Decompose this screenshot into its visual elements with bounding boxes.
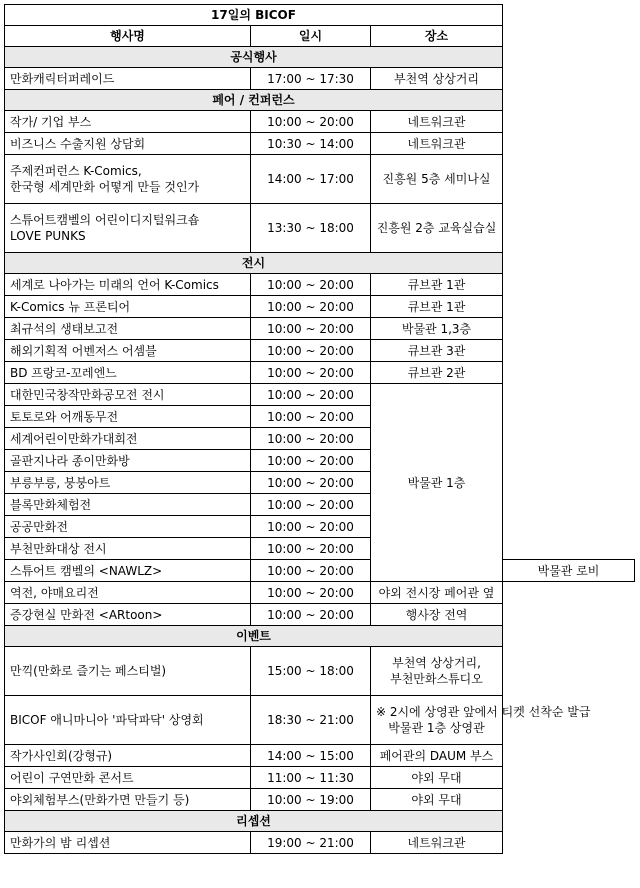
section-title: 리셉션 (5, 811, 503, 832)
event-time-cell: 10:00 ~ 20:00 (251, 516, 371, 538)
event-name-cell (5, 274, 251, 296)
event-name-cell (5, 472, 251, 494)
table-title-row (5, 5, 635, 26)
event-name-cell (5, 406, 251, 428)
event-time-cell: 18:30 ~ 21:00 (251, 696, 371, 745)
event-time-cell: 10:00 ~ 20:00 (251, 384, 371, 406)
cell-line: 박물관 로비 (537, 563, 600, 578)
table-row (5, 384, 635, 406)
table-row (5, 745, 635, 767)
event-name-cell (5, 516, 251, 538)
cell-line: 큐브관 1관 (407, 277, 466, 292)
event-time-cell: 10:00 ~ 20:00 (251, 340, 371, 362)
header-row (5, 26, 635, 47)
cell-line: BICOF 애니마니아 '파닥파닥' 상영회 (10, 713, 204, 727)
section-header-row (5, 90, 635, 111)
event-place-cell (371, 204, 503, 253)
event-place-cell (371, 111, 503, 133)
cell-line: 진흥원 5층 세미나실 (382, 172, 491, 186)
event-name-cell (5, 450, 251, 472)
table-row (5, 155, 635, 204)
event-name-cell (5, 647, 251, 696)
event-time-cell: 15:00 ~ 18:00 (251, 647, 371, 696)
event-name-cell (5, 296, 251, 318)
table-row (5, 604, 635, 626)
section-title: 공식행사 (5, 47, 503, 68)
section-title: 페어 / 컨퍼런스 (5, 90, 503, 111)
event-place-cell (371, 133, 503, 155)
cell-line: 야외 무대 (411, 770, 462, 785)
table-row (5, 472, 635, 494)
event-time-cell: 10:30 ~ 14:00 (251, 133, 371, 155)
cell-line: 네트워크관 (407, 136, 466, 151)
schedule-table (4, 4, 635, 854)
event-place-cell (371, 582, 503, 604)
event-time-cell: 10:00 ~ 20:00 (251, 560, 371, 582)
event-time-cell: 13:30 ~ 18:00 (251, 204, 371, 253)
section-header-row (5, 626, 635, 647)
cell-line: 네트워크관 (407, 114, 466, 129)
event-name-cell (5, 494, 251, 516)
event-time-cell: 10:00 ~ 19:00 (251, 789, 371, 811)
event-place-cell (503, 560, 635, 582)
event-time-cell: 10:00 ~ 20:00 (251, 428, 371, 450)
event-name-cell (5, 560, 251, 582)
table-row (5, 560, 635, 582)
cell-line: 비즈니스 수출지원 상담회 (10, 136, 146, 151)
cell-line: 박물관 1층 (407, 475, 466, 490)
table-row (5, 494, 635, 516)
event-time-cell: 10:00 ~ 20:00 (251, 604, 371, 626)
cell-line: 부천역 상상거리 (394, 71, 479, 86)
event-name-cell (5, 340, 251, 362)
cell-line: 토토로와 어깨동무전 (10, 409, 119, 424)
event-time-cell: 19:00 ~ 21:00 (251, 832, 371, 854)
cell-line: 스튜어트 캠벨의 <NAWLZ> (10, 563, 163, 578)
event-name-cell (5, 538, 251, 560)
cell-line: BD 프랑코-꼬레엔느 (10, 365, 117, 380)
cell-line: 큐브관 2관 (407, 365, 466, 380)
event-name-cell (5, 789, 251, 811)
section-header-row (5, 253, 635, 274)
event-name-cell (5, 745, 251, 767)
event-time-cell: 10:00 ~ 20:00 (251, 318, 371, 340)
table-row (5, 204, 635, 253)
event-time-cell: 10:00 ~ 20:00 (251, 362, 371, 384)
event-time-cell: 10:00 ~ 20:00 (251, 472, 371, 494)
table-row (5, 789, 635, 811)
cell-line: 행사장 전역 (405, 607, 468, 622)
cell-line: 야외 무대 (411, 792, 462, 807)
cell-line: K-Comics 뉴 프론티어 (10, 299, 131, 314)
cell-line: 박물관 1층 상영관 (388, 721, 485, 735)
cell-line: 세계어린이만화가대회전 (10, 431, 138, 446)
event-time-cell: 10:00 ~ 20:00 (251, 274, 371, 296)
table-row (5, 296, 635, 318)
table-row (5, 111, 635, 133)
event-name-cell (5, 696, 251, 745)
event-place-cell (371, 155, 503, 204)
cell-line: 만화가의 밤 리셉션 (10, 835, 111, 850)
cell-line: 부천만화대상 전시 (10, 541, 107, 556)
cell-line: 스튜어트캠벨의 어린이디지털워크숍 (10, 213, 200, 227)
cell-line: 부천만화스튜디오 (390, 672, 483, 686)
cell-line: 페어관의 DAUM 부스 (379, 748, 494, 763)
cell-line: 야외체험부스(만화가면 만들기 등) (10, 792, 190, 807)
table-row (5, 516, 635, 538)
table-row (5, 428, 635, 450)
event-time-cell: 10:00 ~ 20:00 (251, 296, 371, 318)
cell-line: 블록만화체험전 (10, 497, 92, 512)
event-place-cell (371, 296, 503, 318)
cell-line: 네트워크관 (407, 835, 466, 850)
event-place-cell (371, 318, 503, 340)
header-event: 행사명 (5, 26, 251, 47)
event-place-cell (371, 604, 503, 626)
event-time-cell: 10:00 ~ 20:00 (251, 111, 371, 133)
event-place-cell (371, 767, 503, 789)
section-title: 이벤트 (5, 626, 503, 647)
event-name-cell (5, 155, 251, 204)
event-time-cell: 10:00 ~ 20:00 (251, 582, 371, 604)
table-row (5, 406, 635, 428)
cell-line: 주제컨퍼런스 K-Comics, (10, 164, 142, 178)
table-row (5, 318, 635, 340)
cell-line: 해외기획적 어벤저스 어셈블 (10, 343, 157, 358)
event-name-cell (5, 582, 251, 604)
event-time-cell: 10:00 ~ 20:00 (251, 450, 371, 472)
event-name-cell (5, 133, 251, 155)
table-row (5, 274, 635, 296)
cell-line: 부천역 상상거리, (392, 656, 481, 670)
event-name-cell (5, 204, 251, 253)
event-place-cell (371, 274, 503, 296)
event-time-cell: 10:00 ~ 20:00 (251, 538, 371, 560)
event-time-cell: 14:00 ~ 17:00 (251, 155, 371, 204)
event-time-cell: 10:00 ~ 20:00 (251, 494, 371, 516)
event-name-cell (5, 68, 251, 90)
cell-line: LOVE PUNKS (10, 229, 86, 243)
event-place-cell (371, 340, 503, 362)
cell-line: 부릉부릉, 붕붕아트 (10, 475, 111, 490)
event-place-cell (371, 362, 503, 384)
event-name-cell (5, 384, 251, 406)
cell-line: 어린이 구연만화 콘서트 (10, 770, 134, 785)
table-row (5, 133, 635, 155)
cell-line: 만끽(만화로 즐기는 페스티벌) (10, 664, 167, 678)
event-time-cell: 17:00 ~ 17:30 (251, 68, 371, 90)
table-row (5, 450, 635, 472)
event-time-cell: 11:00 ~ 11:30 (251, 767, 371, 789)
table-row (5, 362, 635, 384)
header-place: 장소 (371, 26, 503, 47)
section-title: 전시 (5, 253, 503, 274)
event-time-cell: 14:00 ~ 15:00 (251, 745, 371, 767)
cell-line: 야외 전시장 페어관 옆 (378, 585, 495, 600)
table-row (5, 832, 635, 854)
cell-line: 최규석의 생태보고전 (10, 321, 119, 336)
event-name-cell (5, 604, 251, 626)
cell-line: 작가/ 기업 부스 (10, 114, 92, 129)
table-row (5, 696, 635, 745)
header-time: 일시 (251, 26, 371, 47)
event-place-cell (371, 647, 503, 696)
table-title: 17일의 BICOF (5, 5, 503, 26)
event-name-cell (5, 111, 251, 133)
cell-line: ※ 2시에 상영관 앞에서 티켓 선착순 발급 (376, 705, 591, 719)
cell-line: 작가사인회(강형규) (10, 748, 113, 763)
cell-line: 큐브관 3관 (407, 343, 466, 358)
table-row (5, 68, 635, 90)
event-place-cell (371, 68, 503, 90)
cell-line: 증강현실 만화전 <ARtoon> (10, 607, 163, 622)
cell-line: 진흥원 2층 교육실습실 (376, 221, 497, 235)
event-place-cell (371, 745, 503, 767)
cell-line: 대한민국창작만화공모전 전시 (10, 387, 165, 402)
event-place-cell (371, 384, 503, 582)
event-name-cell (5, 362, 251, 384)
cell-line: 세계로 나아가는 미래의 언어 K-Comics (10, 277, 219, 292)
table-row (5, 582, 635, 604)
event-name-cell (5, 428, 251, 450)
table-row (5, 647, 635, 696)
event-place-cell (371, 696, 591, 745)
section-header-row (5, 47, 635, 68)
cell-line: 역전, 야매요리전 (10, 585, 99, 600)
event-name-cell (5, 767, 251, 789)
cell-line: 만화캐릭터퍼레이드 (10, 71, 115, 86)
table-row (5, 767, 635, 789)
table-row (5, 538, 635, 560)
cell-line: 골판지나라 종이만화방 (10, 453, 130, 468)
event-place-cell (371, 832, 503, 854)
event-name-cell (5, 832, 251, 854)
cell-line: 박물관 1,3층 (401, 321, 472, 336)
section-header-row (5, 811, 635, 832)
cell-line: 공공만화전 (10, 519, 68, 534)
event-place-cell (371, 789, 503, 811)
cell-line: 한국형 세계만화 어떻게 만들 것인가 (10, 180, 200, 194)
event-name-cell (5, 318, 251, 340)
table-row (5, 340, 635, 362)
cell-line: 큐브관 1관 (407, 299, 466, 314)
event-time-cell: 10:00 ~ 20:00 (251, 406, 371, 428)
